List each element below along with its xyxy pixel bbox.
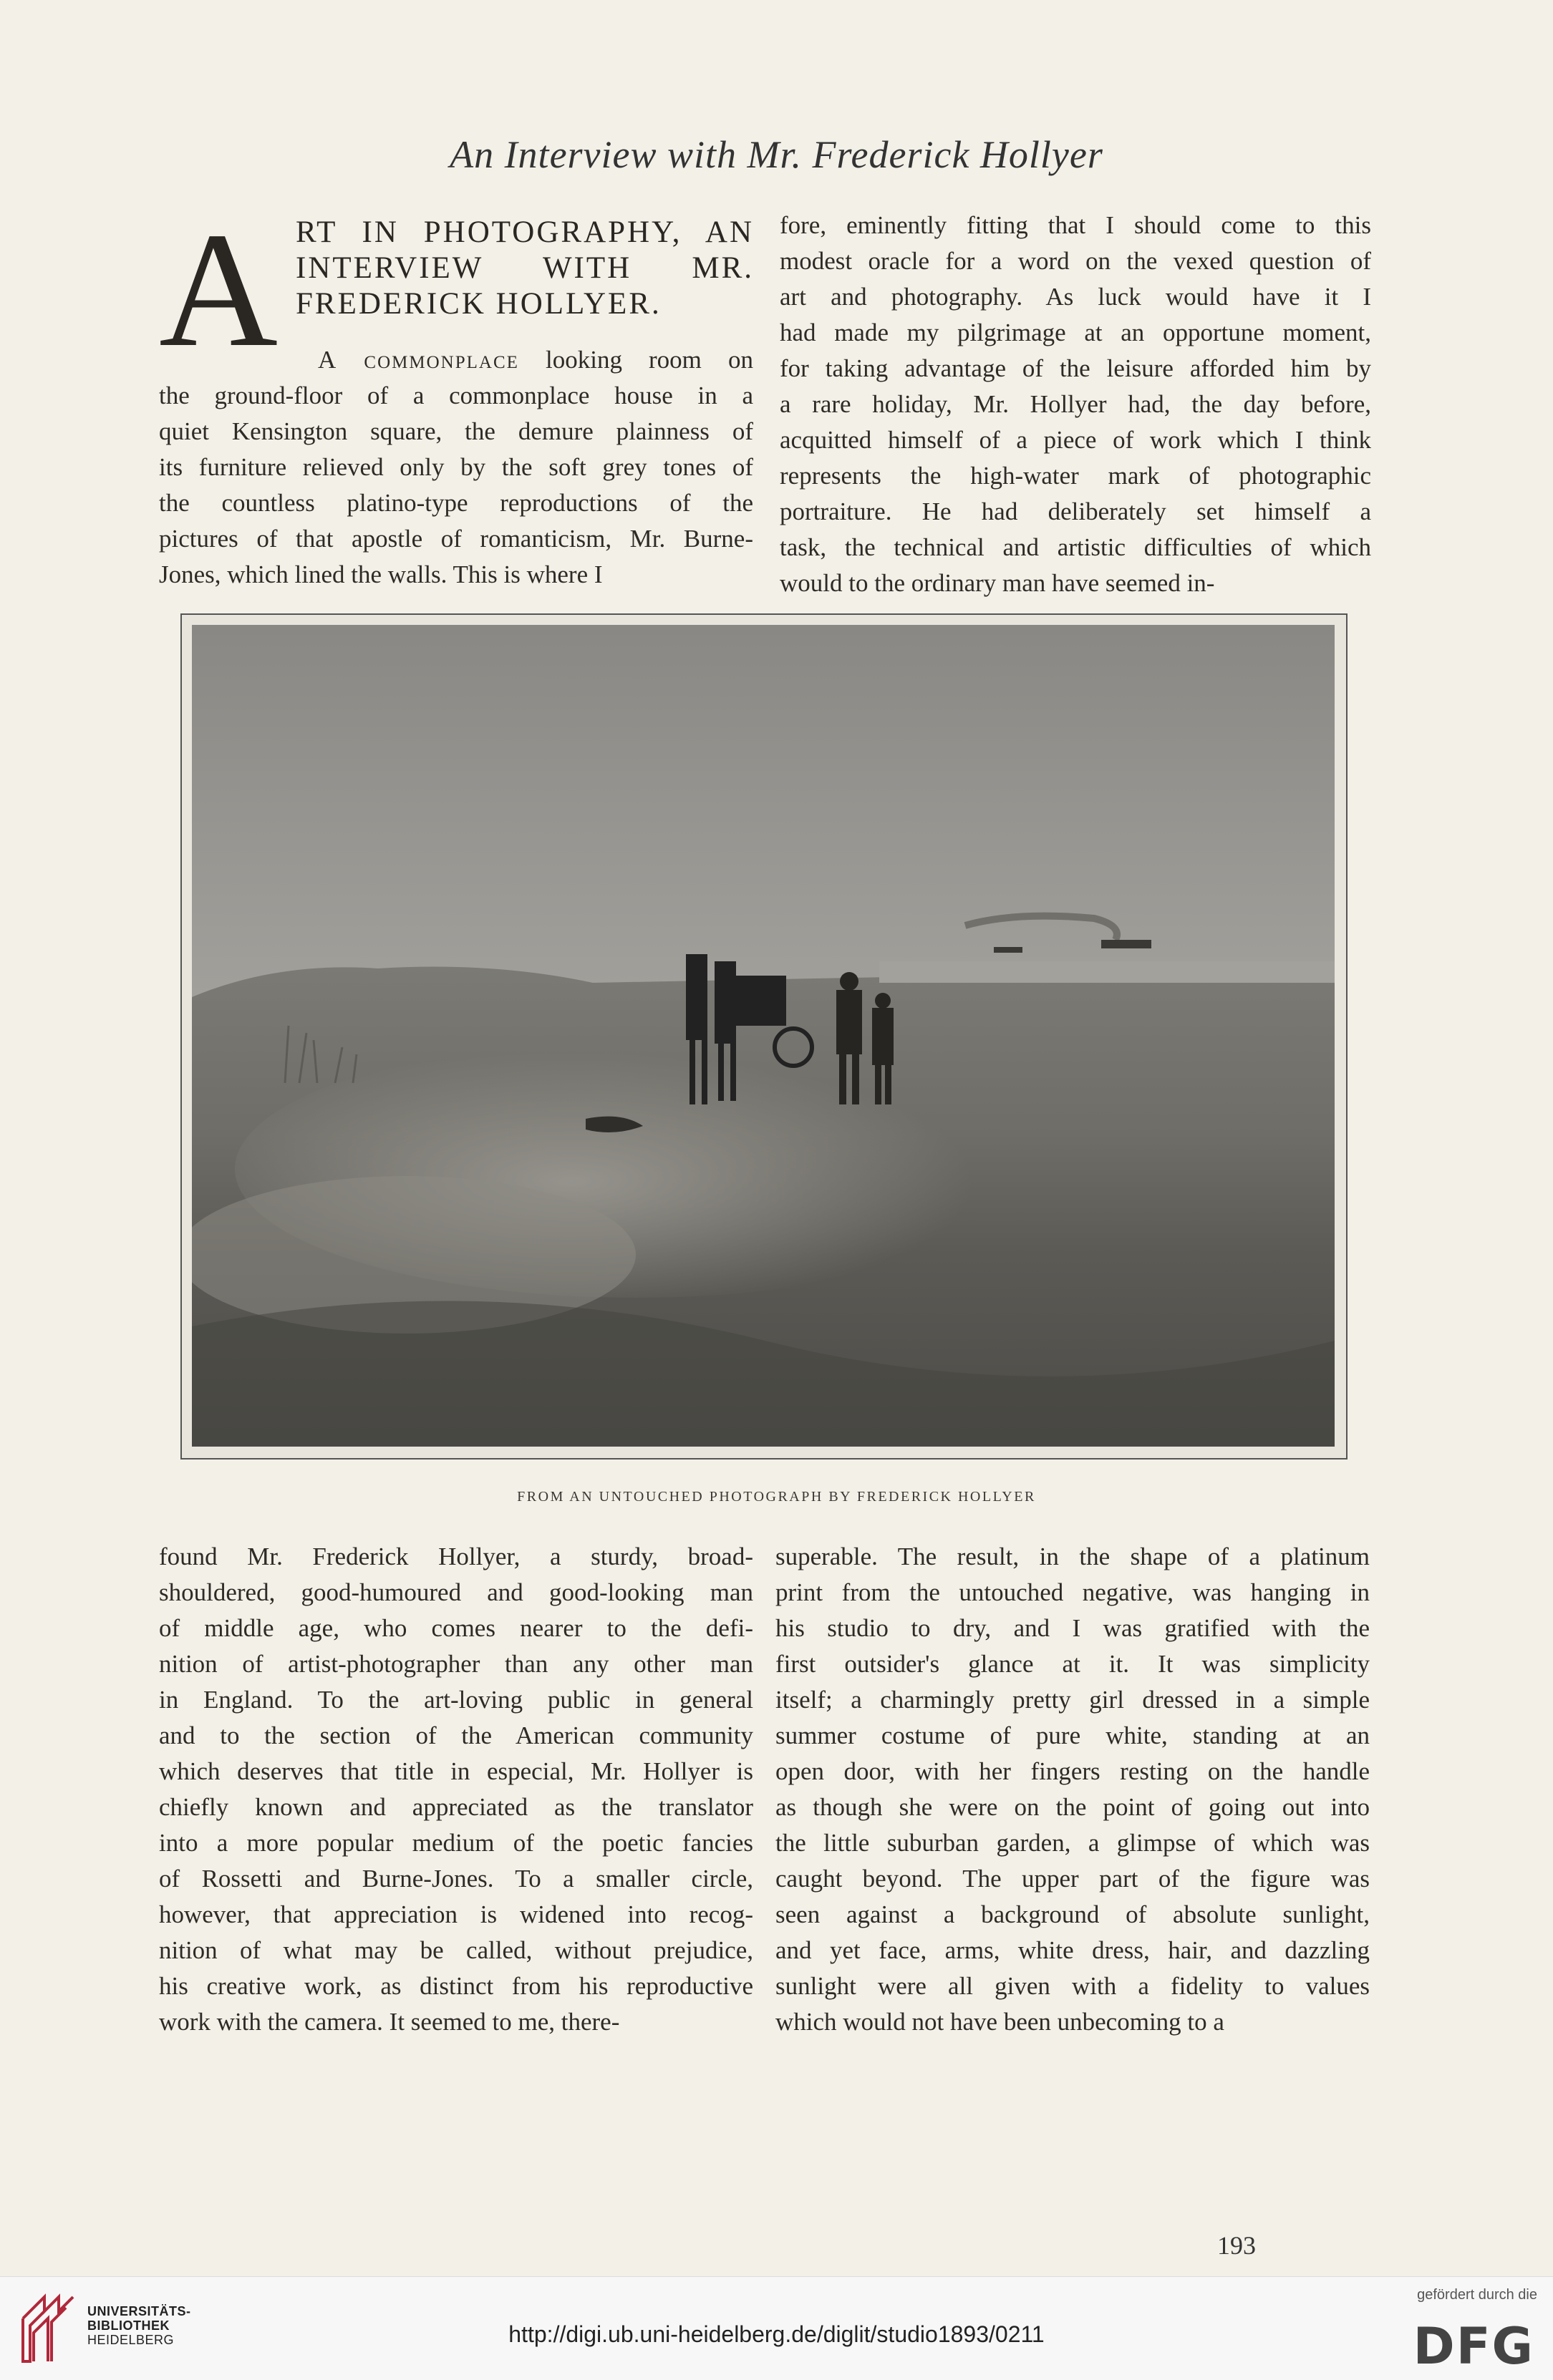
- paragraph-line: Jones, which lined the walls. This is where I: [159, 560, 603, 588]
- paragraph-line: [159, 342, 753, 378]
- permalink-url[interactable]: http://digi.ub.uni-heidelberg.de/diglit/studio1893/0211: [508, 2321, 1045, 2347]
- column-2-top: [780, 208, 1371, 601]
- dfg-logo: DFG: [1413, 2317, 1534, 2376]
- sponsor-label: gefördert durch die: [1417, 2287, 1537, 2303]
- paragraph-line: portraiture. He had deliberately set himself a: [780, 497, 1371, 525]
- paragraph-line: as though she were on the point of going out into: [775, 1793, 1370, 1821]
- paragraph-line: nition of what may be called, without prejudice,: [159, 1936, 753, 1964]
- paragraph-line: the ground-floor of a commonplace house in a: [159, 382, 753, 409]
- column-2-bottom: [775, 1539, 1370, 2040]
- paragraph-line: would to the ordinary man have seemed in-: [780, 569, 1215, 597]
- heading-line: RT IN PHOTOGRAPHY, AN: [296, 215, 754, 249]
- paragraph-line: open door, with her fingers resting on the handle: [775, 1757, 1370, 1785]
- paragraph-line: his studio to dry, and I was gratified with the: [775, 1614, 1370, 1642]
- paragraph-line: in England. To the art-loving public in general: [159, 1686, 753, 1714]
- paragraph-line: found Mr. Frederick Hollyer, a sturdy, broad-: [159, 1543, 753, 1570]
- paragraph-line: the countless platino-type reproductions of the: [159, 489, 753, 517]
- paragraph-line: chiefly known and appreciated as the translator: [159, 1793, 753, 1821]
- paragraph-line: art and photography. As luck would have it I: [780, 283, 1371, 311]
- paragraph-line: shouldered, good-humoured and good-looking man: [159, 1578, 753, 1606]
- paragraph-line: a rare holiday, Mr. Hollyer had, the day before,: [780, 390, 1371, 418]
- paragraph-line: nition of artist-photographer than any other man: [159, 1650, 753, 1678]
- running-title: An Interview with Mr. Frederick Hollyer: [450, 133, 1103, 176]
- paragraph-line: seen against a background of absolute sunlight,: [775, 1900, 1370, 1928]
- landscape-photograph: [192, 625, 1335, 1447]
- library-name-line: BIBLIOTHEK: [87, 2318, 170, 2333]
- paragraph-line: into a more popular medium of the poetic fancies: [159, 1829, 753, 1857]
- heading-line: FREDERICK HOLLYER.: [296, 287, 662, 321]
- paragraph-line: represents the high-water mark of photographic: [780, 462, 1371, 490]
- paragraph-line: its furniture relieved only by the soft grey tones of: [159, 453, 753, 481]
- paragraph-line: and yet face, arms, white dress, hair, and dazzling: [775, 1936, 1370, 1964]
- paragraph-line: task, the technical and artistic difficulties of which: [780, 533, 1371, 561]
- paragraph-line: for taking advantage of the leisure afforded him by: [780, 354, 1371, 382]
- paragraph-line: itself; a charmingly pretty girl dressed in a simple: [775, 1686, 1370, 1714]
- text-run: looking room on: [518, 346, 753, 374]
- paragraph-line: had made my pilgrimage at an opportune moment,: [780, 319, 1371, 346]
- lead-smallcaps: A commonplace: [318, 346, 519, 374]
- photograph-plate: [180, 613, 1348, 1459]
- paragraph-line: superable. The result, in the shape of a platinum: [775, 1543, 1370, 1570]
- paragraph-line: print from the untouched negative, was hanging in: [775, 1578, 1370, 1606]
- paragraph-line: summer costume of pure white, standing at an: [775, 1721, 1370, 1749]
- paragraph-line: caught beyond. The upper part of the figure was: [775, 1865, 1370, 1893]
- digitization-footer: [0, 2276, 1553, 2380]
- paragraph-line: the little suburban garden, a glimpse of which was: [775, 1829, 1370, 1857]
- paragraph-line: which deserves that title in especial, Mr. Hollyer is: [159, 1757, 753, 1785]
- photo-caption: FROM AN UNTOUCHED PHOTOGRAPH BY FREDERICK HOLLYER: [517, 1489, 1036, 1505]
- paragraph-line: which would not have been unbecoming to a: [775, 2008, 1224, 2036]
- paragraph-line: sunlight were all given with a fidelity to values: [775, 1972, 1370, 2000]
- paragraph-line: of middle age, who comes nearer to the defi-: [159, 1614, 753, 1642]
- paragraph-line: first outsider's glance at it. It was simplicity: [775, 1650, 1370, 1678]
- paragraph-line: his creative work, as distinct from his reproductive: [159, 1972, 753, 2000]
- drop-cap: A: [159, 198, 279, 381]
- paragraph-line: fore, eminently fitting that I should come to this: [780, 211, 1371, 239]
- library-name-line: HEIDELBERG: [87, 2333, 175, 2347]
- column-1-top: [159, 342, 753, 593]
- paragraph-line: modest oracle for a word on the vexed question of: [780, 247, 1371, 275]
- paragraph-line: however, that appreciation is widened into recog-: [159, 1900, 753, 1928]
- library-name-line: UNIVERSITÄTS-: [87, 2304, 191, 2318]
- paragraph-line: quiet Kensington square, the demure plainness of: [159, 417, 753, 445]
- article-heading: [296, 215, 754, 322]
- page-number: 193: [1217, 2231, 1256, 2260]
- paragraph-line: acquitted himself of a piece of work which I think: [780, 426, 1371, 454]
- paragraph-line: work with the camera. It seemed to me, there-: [159, 2008, 620, 2036]
- heading-line: INTERVIEW WITH MR.: [296, 251, 754, 285]
- paragraph-line: pictures of that apostle of romanticism, Mr. Burne-: [159, 525, 753, 553]
- paragraph-line: of Rossetti and Burne-Jones. To a smaller circle,: [159, 1865, 753, 1893]
- column-1-bottom: [159, 1539, 753, 2040]
- paragraph-line: and to the section of the American community: [159, 1721, 753, 1749]
